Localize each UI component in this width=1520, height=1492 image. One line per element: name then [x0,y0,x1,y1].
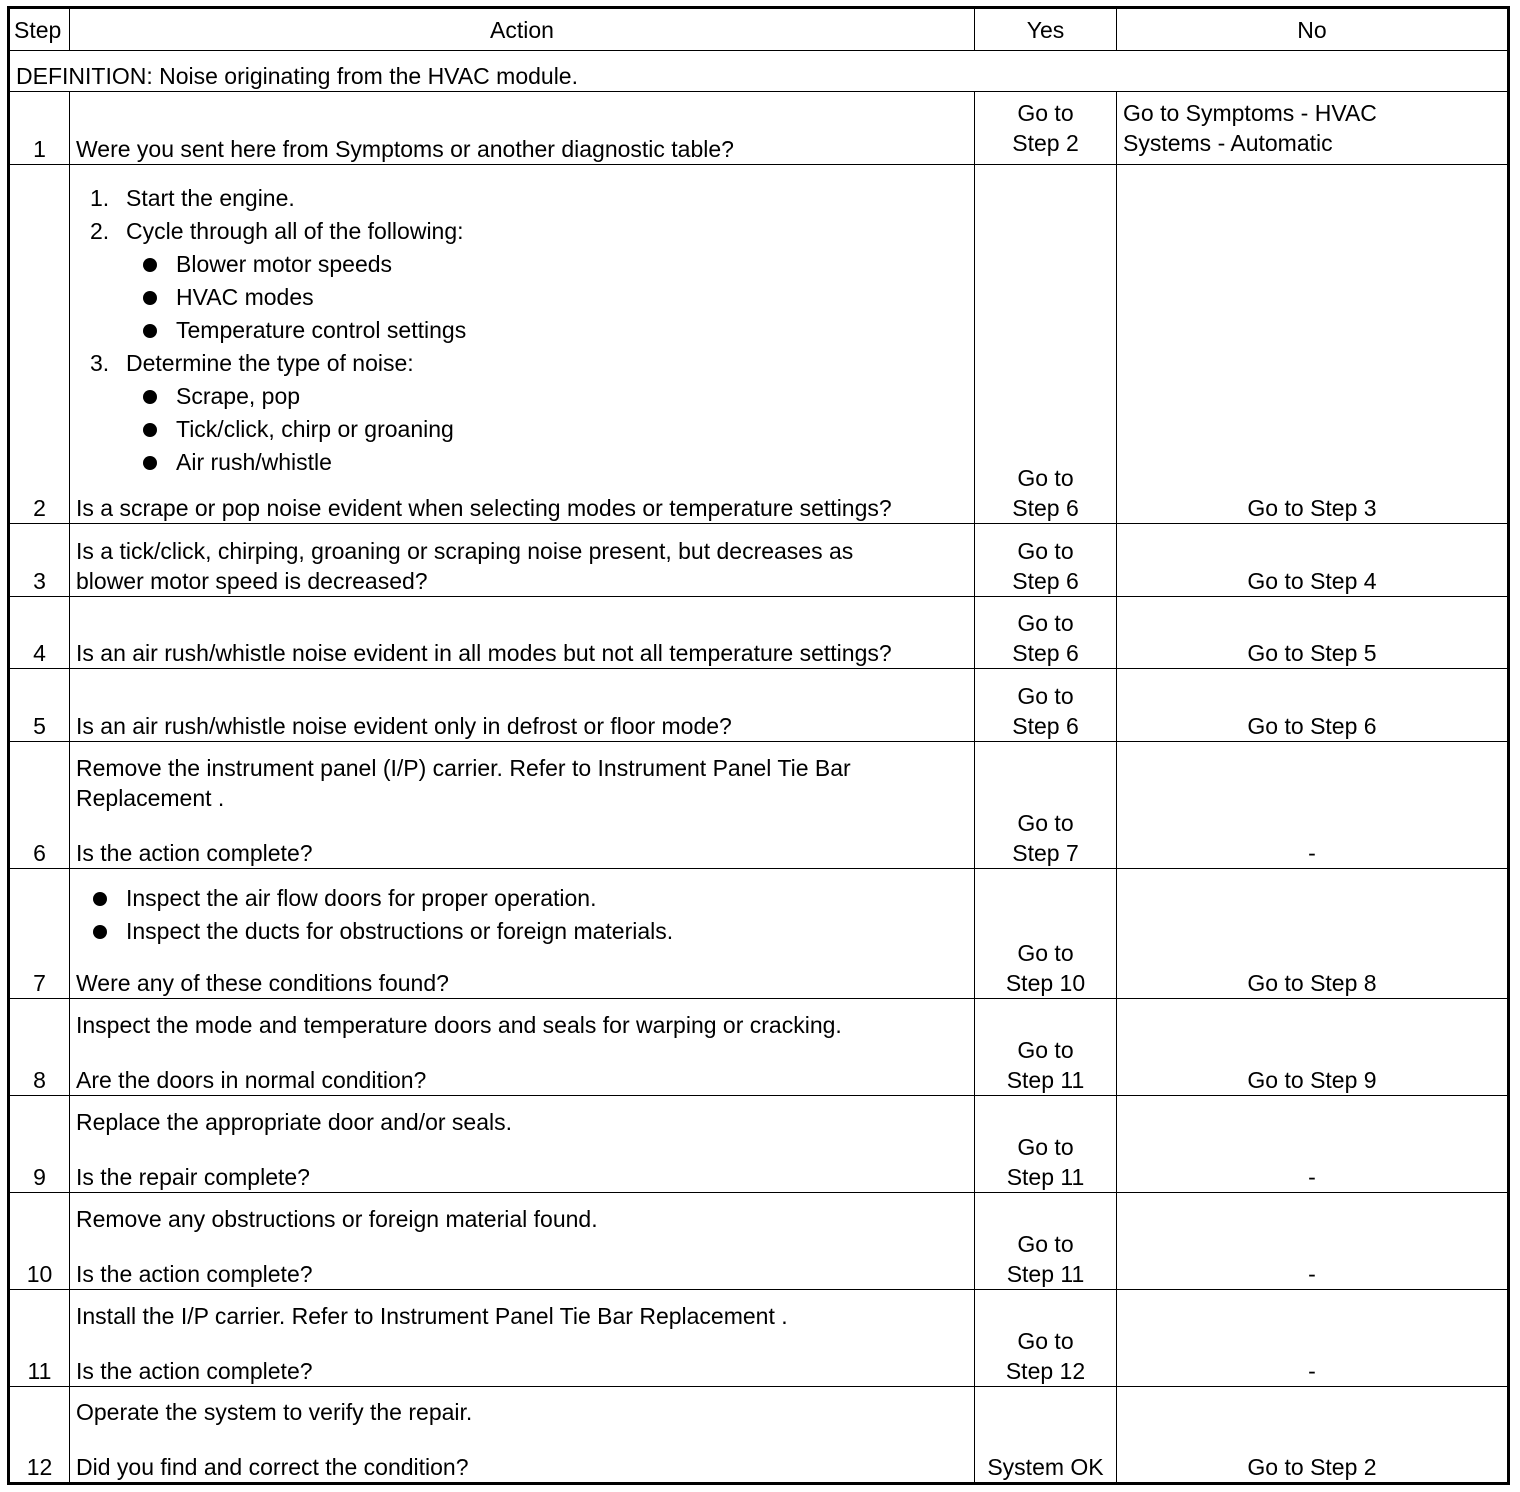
bullet-icon [93,925,107,939]
yes-cell [975,742,1117,869]
table-row [9,869,1509,999]
bullet-item [76,915,968,948]
question-text: Is the action complete? [76,1358,313,1384]
yes-line: Go to [1017,1231,1074,1257]
table-row [9,999,1509,1096]
yes-line: Step 11 [1006,1067,1085,1093]
action-line: Replace the appropriate door and/or seals. [76,1109,513,1135]
bullet-text: Inspect the air flow doors for proper operation. [126,885,597,911]
item-number: 2. [90,218,110,244]
yes-line: Go to [1017,1328,1074,1354]
yes-line: Step 2 [1012,130,1079,156]
bullet-icon [143,324,157,338]
header-row [9,8,1509,51]
yes-cell [975,165,1117,524]
action-cell [70,742,975,869]
bullet-icon [143,291,157,305]
bullet-item [126,314,968,347]
action-cell [70,1387,975,1484]
table-row [9,1387,1509,1484]
bullet-text: Tick/click, chirp or groaning [176,416,454,442]
bullet-text: Blower motor speeds [176,251,393,277]
table-row [9,1096,1509,1193]
no-cell: - [1117,742,1509,869]
no-cell: - [1117,1193,1509,1290]
no-cell: Go to Step 5 [1117,597,1509,669]
yes-line: System OK [987,1454,1104,1480]
yes-cell [975,524,1117,597]
bullet-item [126,248,968,281]
step-number: 1 [9,92,70,165]
yes-cell [975,1290,1117,1387]
diagnostic-table [7,6,1510,1485]
yes-line: Go to [1017,683,1074,709]
header-yes: Yes [975,8,1117,51]
action-cell [70,524,975,597]
bullet-list [126,380,968,479]
yes-line: Step 11 [1006,1261,1085,1287]
no-cell: Go to Step 3 [1117,165,1509,524]
bullet-text: Air rush/whistle [176,449,332,475]
yes-line: Step 6 [1012,568,1079,594]
bullet-text: HVAC modes [176,284,314,310]
action-cell [70,869,975,999]
bullet-item [126,281,968,314]
question-text: Did you find and correct the condition? [76,1454,469,1480]
no-cell: - [1117,1290,1509,1387]
yes-cell [975,999,1117,1096]
table-row [9,1290,1509,1387]
question-text: Is the repair complete? [76,1164,310,1190]
action-line: Remove the instrument panel (I/P) carrier. Refer to Instrument Panel Tie Bar [76,755,851,781]
item-text: Start the engine. [126,185,295,211]
table-row [9,165,1509,524]
no-cell: - [1117,1096,1509,1193]
bullet-item [126,413,968,446]
item-text: Determine the type of noise: [126,350,414,376]
table-row [9,1193,1509,1290]
yes-cell [975,597,1117,669]
yes-line: Go to [1017,940,1074,966]
question-text: Were any of these conditions found? [76,970,449,996]
yes-cell [975,869,1117,999]
action-cell [70,1290,975,1387]
bullet-item [126,446,968,479]
action-line: Remove any obstructions or foreign material found. [76,1206,598,1232]
action-cell [70,999,975,1096]
no-cell: Go to Step 2 [1117,1387,1509,1484]
yes-cell [975,92,1117,165]
action-text: Were you sent here from Symptoms or another diagnostic table? [70,92,975,165]
action-line: Install the I/P carrier. Refer to Instrument Panel Tie Bar Replacement . [76,1303,788,1329]
definition-text: DEFINITION: Noise originating from the HVAC module. [9,51,1509,92]
no-cell: Go to Step 4 [1117,524,1509,597]
yes-line: Step 7 [1012,840,1079,866]
action-line: blower motor speed is decreased? [76,568,428,594]
list-item [76,347,968,479]
table-row [9,524,1509,597]
step-number: 10 [9,1193,70,1290]
no-cell: Go to Step 8 [1117,869,1509,999]
yes-line: Go to [1017,810,1074,836]
yes-line: Step 12 [1005,1358,1086,1384]
step-number: 3 [9,524,70,597]
action-cell [70,165,975,524]
question-text: Are the doors in normal condition? [76,1067,427,1093]
yes-line: Go to [1017,100,1074,126]
table-row [9,742,1509,869]
action-line: Operate the system to verify the repair. [76,1399,473,1425]
no-cell: Go to Step 6 [1117,669,1509,742]
step-number: 9 [9,1096,70,1193]
numbered-list [76,182,968,479]
yes-cell [975,1387,1117,1484]
step-number: 12 [9,1387,70,1484]
bullet-list [76,882,968,948]
step-number: 11 [9,1290,70,1387]
item-text: Cycle through all of the following: [126,218,464,244]
yes-line: Go to [1017,1134,1074,1160]
action-line: Is a tick/click, chirping, groaning or scraping noise present, but decreases as [76,538,854,564]
bullet-text: Temperature control settings [176,317,467,343]
question-text: Is a scrape or pop noise evident when selecting modes or temperature settings? [76,495,892,521]
yes-line: Go to [1017,465,1074,491]
table-row [9,92,1509,165]
bullet-list [126,248,968,347]
yes-cell [975,1193,1117,1290]
bullet-item [76,882,968,915]
action-cell [70,1096,975,1193]
action-text: Is an air rush/whistle noise evident only in defrost or floor mode? [70,669,975,742]
yes-line: Step 6 [1012,713,1079,739]
action-line: Replacement . [76,785,225,811]
action-line: Inspect the mode and temperature doors and seals for warping or cracking. [76,1012,842,1038]
step-number: 6 [9,742,70,869]
definition-row [9,51,1509,92]
list-item [76,215,968,347]
header-no: No [1117,8,1509,51]
bullet-icon [143,423,157,437]
bullet-icon [143,456,157,470]
table-row [9,669,1509,742]
yes-line: Step 11 [1006,1164,1085,1190]
yes-line: Go to [1017,1037,1074,1063]
bullet-icon [143,258,157,272]
yes-line: Step 6 [1012,495,1079,521]
header-step: Step [9,8,70,51]
no-line: Systems - Automatic [1123,130,1333,156]
step-number: 4 [9,597,70,669]
yes-line: Step 10 [1005,970,1086,996]
bullet-item [126,380,968,413]
yes-line: Step 6 [1012,640,1079,666]
item-number: 3. [90,350,110,376]
no-cell [1117,92,1509,165]
action-cell [70,1193,975,1290]
step-number: 7 [9,869,70,999]
question-text: Is the action complete? [76,840,313,866]
bullet-icon [143,390,157,404]
action-text: Is an air rush/whistle noise evident in all modes but not all temperature settings? [70,597,975,669]
yes-cell [975,1096,1117,1193]
yes-line: Go to [1017,610,1074,636]
no-cell: Go to Step 9 [1117,999,1509,1096]
list-item [76,182,968,215]
step-number: 2 [9,165,70,524]
yes-line: Go to [1017,538,1074,564]
table-row [9,597,1509,669]
no-line: Go to Symptoms - HVAC [1123,100,1377,126]
bullet-text: Inspect the ducts for obstructions or foreign materials. [126,918,674,944]
bullet-text: Scrape, pop [176,383,301,409]
header-action: Action [70,8,975,51]
step-number: 5 [9,669,70,742]
bullet-icon [93,892,107,906]
item-number: 1. [90,185,110,211]
question-text: Is the action complete? [76,1261,313,1287]
yes-cell [975,669,1117,742]
step-number: 8 [9,999,70,1096]
